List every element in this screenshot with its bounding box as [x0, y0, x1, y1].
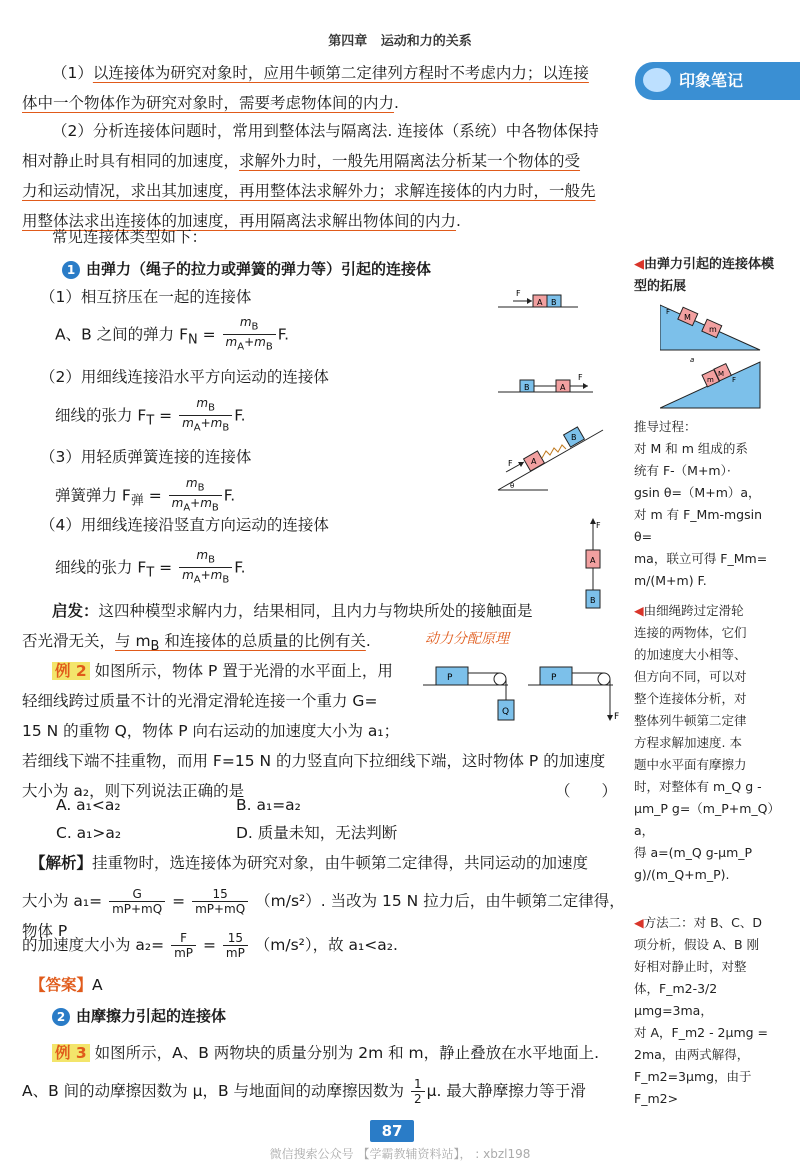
- p2-line-2b: 求解外力时，一般先用隔离法分析某一个物体的受: [239, 152, 581, 170]
- pulley: [494, 673, 506, 685]
- frac-den-plus: +m: [190, 496, 212, 511]
- label-q: Q: [502, 707, 510, 717]
- label-b: B: [551, 298, 557, 307]
- example-3-tag: 例 3: [52, 1044, 90, 1062]
- p2-line-1: （2）分析连接体问题时，常用到整体法与隔离法. 连接体（系统）中各物体保持: [52, 122, 599, 140]
- note-3-line: 2ma，由两式解得，: [634, 1047, 750, 1062]
- note-3-line: 项分析，假设 A、B 刚: [634, 937, 760, 952]
- paragraph-2: [22, 116, 627, 236]
- example-2-line-3: 15 N 的重物 Q，物体 P 向右运动的加速度大小为 a₁；: [22, 722, 400, 740]
- option-c: C. a₁>a₂: [56, 824, 122, 842]
- solution-text-2a: 大小为 a₁=: [22, 892, 103, 910]
- formula-1-fraction: [223, 315, 276, 355]
- example-2-line-2: 轻细线跨过质量不计的光滑定滑轮连接一个重力 G=: [22, 692, 378, 710]
- label-p: P: [551, 673, 557, 683]
- formula-4-sub: T: [146, 565, 155, 581]
- triangle-icon: ◀: [634, 603, 644, 618]
- inspiration-end: .: [365, 632, 371, 650]
- solution-frac-3: [171, 931, 196, 960]
- formula-4-fraction: [179, 548, 232, 588]
- formula-2-sub: T: [146, 413, 155, 429]
- example-3-line-2a: A、B 间的动摩擦因数为 μ，B 与地面间的动摩擦因数为: [22, 1082, 409, 1100]
- frac-num: m: [196, 396, 209, 410]
- derivation-line: 对 M 和 m 组成的系: [634, 441, 748, 456]
- sidebar-note-1: [634, 254, 784, 298]
- note-2-line: 方程求解加速度. 本: [634, 735, 742, 750]
- triangle-icon: ◀: [634, 915, 644, 930]
- frac-num: m: [196, 548, 209, 562]
- frac-den-a: A: [237, 341, 245, 353]
- p1-end: .: [394, 94, 399, 112]
- derivation-line: ma，联立可得 F_Mm=: [634, 551, 768, 566]
- note-2-line: 连接的两物体，它们: [634, 625, 747, 640]
- p2-line-4: 用整体法求出连接体的加速度，再用隔离法求解出物体间的内力: [22, 212, 457, 230]
- label-small-m: m: [709, 325, 717, 334]
- note-2-line: 题中水平面有摩擦力: [634, 757, 747, 772]
- inspiration-sub: B: [150, 639, 160, 655]
- label-f: F: [666, 308, 671, 316]
- equals: =: [202, 936, 216, 954]
- figure-pulley-weight: [423, 667, 514, 720]
- frac-den: mP+mQ: [112, 902, 163, 916]
- label-f: F: [596, 521, 601, 530]
- example-3: [22, 1038, 627, 1106]
- section-1-number: 1: [62, 261, 80, 279]
- frac-tail: F.: [277, 325, 290, 344]
- p2-line-3: 力和运动情况，求出其加速度，再用整体法求解外力；求解连接体的内力时，一般先: [22, 182, 596, 200]
- handwritten-note: 动力分配原理: [425, 631, 509, 647]
- label-big-m: M: [684, 313, 691, 322]
- label-b: B: [524, 383, 530, 392]
- equals: =: [172, 892, 186, 910]
- paragraph-1: [22, 58, 627, 118]
- sidebar-note-1-title: 由弹力引起的连接体模型的拓展: [634, 257, 775, 294]
- figure-string-horizontal: [498, 373, 593, 392]
- formula-2: 细线的张力 $F_T$ = $\frac{m_B}{m_A+m_B}$ F.: [55, 396, 246, 434]
- frac-tail: F.: [234, 558, 246, 577]
- chapter-title: 运动和力的关系: [380, 34, 472, 49]
- figure-incline-top: [660, 305, 760, 350]
- frac-num-sub: B: [197, 482, 205, 494]
- inspiration-text-2b: 与 m: [115, 632, 151, 650]
- label-a: a: [690, 356, 695, 364]
- figure-string-vertical: [586, 518, 601, 608]
- frac-num: m: [185, 476, 198, 490]
- note-2-line: 的加速度大小相等、: [634, 647, 747, 662]
- page-number: 87: [370, 1120, 414, 1142]
- formula-4: 细线的张力 $F_T$ = $\frac{m_B}{m_A+m_B}$ F.: [55, 548, 246, 586]
- label-p: P: [447, 673, 453, 683]
- derivation-line: 对 m 有 F_Mm-mgsin θ=: [634, 507, 763, 544]
- frac-num: F: [171, 931, 196, 946]
- frac-den: m: [225, 335, 238, 350]
- frac-den-plus: +m: [200, 416, 223, 431]
- p1-text-2: 体中一个物体作为研究对象时，需要考虑物体间的内力: [22, 94, 395, 112]
- figure-spring-incline: [498, 427, 603, 490]
- p1-text-1: 以连接体为研究对象时，应用牛顿第二定律列方程时不考虑内力；以连接: [92, 64, 589, 82]
- label-f: F: [732, 376, 737, 384]
- example-2-tag: 例 2: [52, 662, 90, 680]
- derivation-line: gsin θ=（M+m）a，: [634, 485, 761, 500]
- note-2-line: 时，对整体有 m_Q g -: [634, 779, 762, 794]
- option-b: B. a₁=a₂: [236, 796, 301, 814]
- frac-den-plus: +m: [200, 568, 223, 583]
- example-2-line-5: 大小为 a₂，则下列说法正确的是: [22, 782, 245, 800]
- note-2-line: 由细绳跨过定滑轮: [643, 603, 744, 618]
- solution-frac-1: [109, 887, 165, 916]
- option-a: A. a₁<a₂: [56, 796, 121, 814]
- label-theta: θ: [510, 482, 515, 490]
- derivation-title: 推导过程：: [634, 419, 697, 434]
- example-2-line-1: 如图所示，物体 P 置于光滑的水平面上，用: [94, 662, 393, 680]
- derivation-line: m/(M+m) F.: [634, 573, 707, 588]
- item-1: （1）相互挤压在一起的连接体: [40, 288, 252, 306]
- formula-4-label: 细线的张力 F: [55, 558, 147, 577]
- frac-den-a: A: [183, 502, 191, 514]
- frac-den: m: [182, 568, 194, 583]
- formula-1-sub: N: [188, 332, 198, 348]
- answer-label: 【答案】: [30, 976, 93, 994]
- formula-1: A、B 之间的弹力 $F_N$ = $\frac{m_B}{m_A+m_B}$ F.: [55, 315, 290, 353]
- p1-num: （1）: [52, 64, 93, 82]
- item-2: （2）用细线连接沿水平方向运动的连接体: [40, 368, 329, 386]
- formula-2-fraction: [179, 396, 232, 436]
- frac-num: 15: [223, 931, 248, 946]
- answer: [30, 970, 635, 1000]
- sidebar-derivation: [634, 416, 784, 592]
- frac-den-b: B: [265, 341, 273, 353]
- formula-2-label: 细线的张力 F: [55, 406, 147, 425]
- example-3-line-1: 如图所示，A、B 两物块的质量分别为 2m 和 m，静止叠放在水平地面上.: [94, 1044, 600, 1062]
- p2-line-4-end: .: [456, 212, 461, 230]
- triangle-icon: ◀: [634, 257, 644, 272]
- frac-tail: F.: [223, 486, 236, 505]
- item-3: （3）用轻质弹簧连接的连接体: [40, 448, 252, 466]
- note-3-line: 好相对静止时，对整: [634, 959, 747, 974]
- frac-num: m: [239, 315, 252, 329]
- label-big-m: M: [718, 370, 725, 378]
- solution-text-3b: （m/s²），故 a₁<a₂.: [254, 936, 398, 954]
- solution-label: 【解析】: [30, 854, 93, 872]
- frac-den-b: B: [222, 422, 230, 434]
- section-1-heading: [62, 258, 431, 279]
- label-f: F: [516, 289, 521, 298]
- solution-line-1: [30, 848, 635, 878]
- example-3-line-2b: μ. 最大静摩擦力等于滑: [426, 1082, 586, 1100]
- solution-text-2b: （m/s²）. 当改为 15 N 拉力后，由牛顿第二定律得，物体 P: [22, 892, 625, 940]
- solution-frac-2: [192, 887, 248, 916]
- note-3-line: 对 A，F_m2 - 2μmg =: [634, 1025, 769, 1040]
- derivation-line: 统有 F-（M+m）·: [634, 463, 731, 478]
- example-2-line-4: 若细线下端不挂重物，而用 F=15 N 的力竖直向下拉细线下端，这时物体 P 的加速度: [22, 752, 606, 770]
- frac-num: 1: [411, 1077, 425, 1092]
- sidebar-note-2: [634, 600, 784, 886]
- label-b: B: [590, 596, 596, 605]
- frac-den-a: A: [193, 574, 201, 586]
- inspiration-label: 启发：: [52, 602, 99, 620]
- frac-den-b: B: [222, 574, 230, 586]
- label-f: F: [508, 459, 513, 468]
- note-3-line: 体，F_m2-3/2 μmg=3ma，: [634, 981, 718, 1018]
- inspiration: [22, 596, 627, 662]
- common-types-intro: 常见连接体类型如下：: [52, 228, 208, 246]
- frac-num: 15: [192, 887, 248, 902]
- note-2-line: μm_P g=（m_P+m_Q）a，: [634, 801, 781, 838]
- answer-paren: （ ）: [554, 782, 617, 800]
- frac-den: 2: [413, 1092, 422, 1106]
- option-d: D. 质量未知，无法判断: [236, 824, 398, 842]
- section-2-heading: [52, 1005, 226, 1026]
- frac-den-a: A: [193, 422, 201, 434]
- section-2-title: 由摩擦力引起的连接体: [76, 1007, 227, 1025]
- label-a: A: [537, 298, 543, 307]
- frac-den-b: B: [211, 502, 219, 514]
- pulley-figures: [418, 655, 628, 730]
- note-tab-label: 印象笔记: [679, 71, 744, 90]
- inspiration-text-2a: 否光滑无关，: [22, 632, 116, 650]
- note-2-line: 但方向不同，可以对: [634, 669, 747, 684]
- chapter-number: 第四章: [328, 34, 368, 49]
- solution-line-3: [22, 930, 627, 960]
- solution-text-1: 挂重物时，选连接体为研究对象，由牛顿第二定律得，共同运动的加速度: [92, 854, 589, 872]
- note-2-line: 整个连接体分析，对: [634, 691, 747, 706]
- formula-3-label: 弹簧弹力 F: [55, 486, 131, 505]
- label-a: A: [560, 383, 566, 392]
- solution-frac-4: [223, 931, 248, 960]
- note-3-line: 方法二：对 B、C、D: [643, 915, 763, 930]
- label-a: A: [590, 556, 596, 565]
- frac-tail: F.: [234, 406, 246, 425]
- frac-den: m: [171, 496, 184, 511]
- label-small-m: m: [707, 376, 714, 384]
- frac-den: mP+mQ: [195, 902, 246, 916]
- inspiration-text-1: 这四种模型求解内力，结果相同，且内力与物块所处的接触面是: [98, 602, 533, 620]
- inspiration-text-2c: 和连接体的总质量的比例有关: [159, 632, 366, 650]
- frac-num-sub: B: [251, 321, 259, 333]
- note-2-line: 得 a=(m_Q g-μm_P g)/(m_Q+m_P).: [634, 845, 753, 882]
- frac-den: m: [182, 416, 194, 431]
- connected-body-figures: [488, 280, 613, 620]
- note-tab: [635, 62, 800, 100]
- example-3-frac: [411, 1077, 425, 1106]
- figure-incline-bottom: [660, 356, 760, 408]
- section-1-title: 由弹力（绳子的拉力或弹簧的弹力等）引起的连接体: [86, 260, 432, 278]
- answer-value: A: [92, 976, 103, 994]
- note-2-line: 整体列牛顿第二定律: [634, 713, 747, 728]
- item-4: （4）用细线连接沿竖直方向运动的连接体: [40, 516, 329, 534]
- frac-num-sub: B: [208, 402, 215, 414]
- label-f: F: [614, 712, 620, 722]
- frac-den: mP: [225, 946, 245, 960]
- incline-figures: [660, 300, 770, 412]
- frac-num: G: [109, 887, 165, 902]
- formula-3-sub: 弹: [130, 493, 144, 509]
- figure-pressed-blocks: [498, 289, 578, 307]
- figure-pulley-force: [528, 667, 619, 722]
- label-b: B: [571, 433, 577, 442]
- pulley: [598, 673, 610, 685]
- p2-line-2a: 相对静止时具有相同的加速度，: [22, 152, 240, 170]
- formula-3: 弹簧弹力 $F_弹$ = $\frac{m_B}{m_A+m_B}$ F.: [55, 476, 236, 514]
- footer-watermark: 微信搜索公众号 【学霸教辅资料站】， : xbzl198: [269, 1147, 531, 1161]
- elephant-icon: [643, 68, 671, 92]
- frac-den-plus: +m: [244, 335, 266, 350]
- chapter-header: [0, 30, 800, 49]
- solution-text-3a: 的加速度大小为 a₂=: [22, 936, 165, 954]
- label-f: F: [578, 373, 583, 382]
- sidebar-note-3: [634, 912, 784, 1110]
- example-2-intro: [22, 656, 402, 746]
- note-3-line: F_m2=3μmg，由于 F_m2>: [634, 1069, 752, 1106]
- section-2-number: 2: [52, 1008, 70, 1026]
- formula-1-label: A、B 之间的弹力 F: [55, 325, 189, 344]
- frac-num-sub: B: [208, 554, 215, 566]
- label-a: A: [531, 457, 537, 466]
- frac-den: mP: [174, 946, 194, 960]
